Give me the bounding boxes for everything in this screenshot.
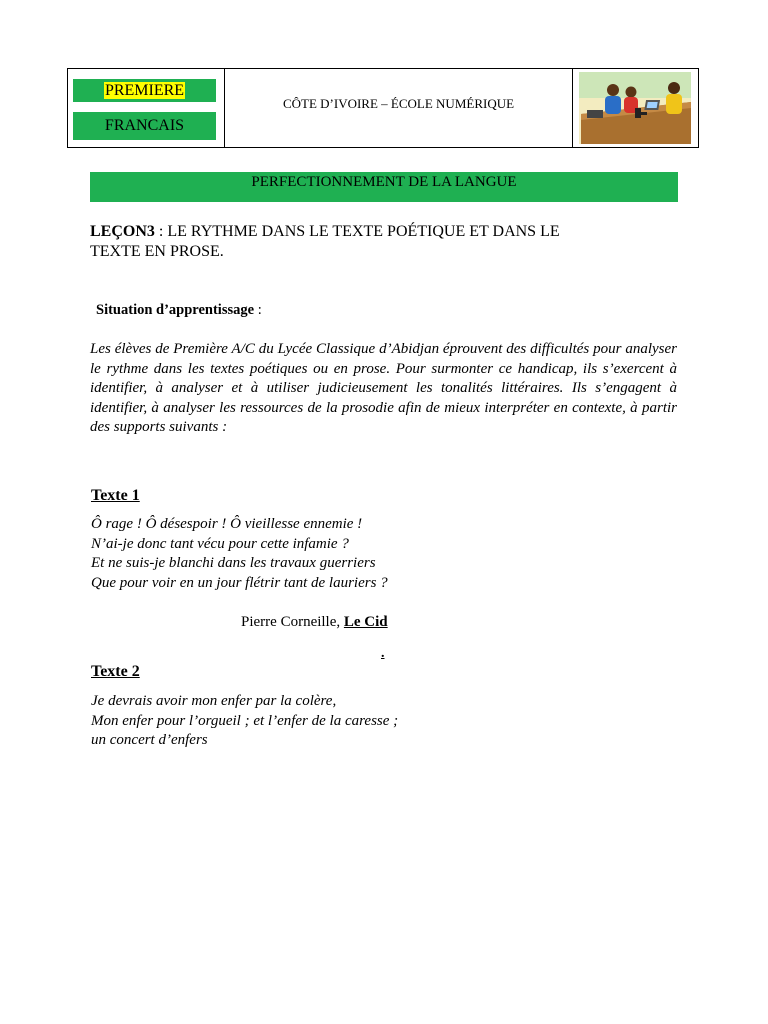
work-title: Le Cid bbox=[343, 614, 388, 630]
poem-line: Mon enfer pour l’orgueil ; et l’enfer de la caresse ; bbox=[91, 712, 399, 729]
poem-line: Que pour voir en un jour flétrir tant de lauriers ? bbox=[91, 574, 388, 591]
lesson-title: LEÇON3 : LE RYTHME DANS LE TEXTE POÉTIQUE ET DANS LE TEXTE EN PROSE. bbox=[90, 222, 676, 262]
situation-paragraph: Les élèves de Première A/C du Lycée Classique d’Abidjan éprouvent des difficultés pour analyser le rythme dans les textes poétiques ou en prose. Pour surmonter ce handicap, ils s’exercent à identifier, à analyser et à utiliser judicieusement les tonalités littéraires. Ils s’engagent à identifier, à analyser les ressources de la prosodie afin de mieux interpréter en contexte, à partir des supports suivants : bbox=[90, 341, 677, 435]
header-center-cell bbox=[225, 69, 573, 147]
texte1-attribution bbox=[241, 614, 388, 631]
situation-label: Situation d’apprentissage bbox=[96, 302, 255, 318]
texte2-poem bbox=[91, 692, 398, 751]
situation-heading: Situation d’apprentissage : bbox=[96, 302, 262, 318]
subject-label: FRANCAIS bbox=[73, 112, 216, 140]
lesson-title-line1: LE RYTHME DANS LE TEXTE POÉTIQUE ET DANS LE bbox=[167, 223, 560, 240]
texte1-heading: Texte 1 bbox=[91, 487, 140, 504]
poem-line: un concert d’enfers bbox=[91, 732, 208, 748]
school-name: CÔTE D’IVOIRE – ÉCOLE NUMÉRIQUE bbox=[282, 96, 515, 111]
level-box bbox=[73, 79, 216, 102]
poem-line: N’ai-je donc tant vécu pour cette infamie ? bbox=[91, 535, 349, 552]
level-label: PREMIERE bbox=[104, 82, 185, 99]
students-with-computers-illustration bbox=[579, 72, 691, 144]
header-table bbox=[67, 68, 699, 148]
lesson-title-line2: TEXTE EN PROSE. bbox=[90, 243, 224, 260]
poem-line: Je devrais avoir mon enfer par la colère, bbox=[91, 693, 337, 709]
texte2-heading: Texte 2 bbox=[91, 663, 140, 680]
poem-line: Ô rage ! Ô désespoir ! Ô vieillesse ennemie ! bbox=[91, 516, 363, 532]
header-left-cell bbox=[68, 69, 225, 147]
author-name: Pierre Corneille, bbox=[241, 614, 341, 630]
lesson-label: LEÇON3 bbox=[90, 223, 155, 240]
poem-line: Et ne suis-je blanchi dans les travaux guerriers bbox=[91, 555, 376, 571]
underlined-dot: . bbox=[381, 646, 385, 661]
texte1-poem bbox=[91, 515, 388, 593]
section-banner: PERFECTIONNEMENT DE LA LANGUE bbox=[90, 172, 678, 202]
header-right-cell bbox=[573, 69, 698, 147]
